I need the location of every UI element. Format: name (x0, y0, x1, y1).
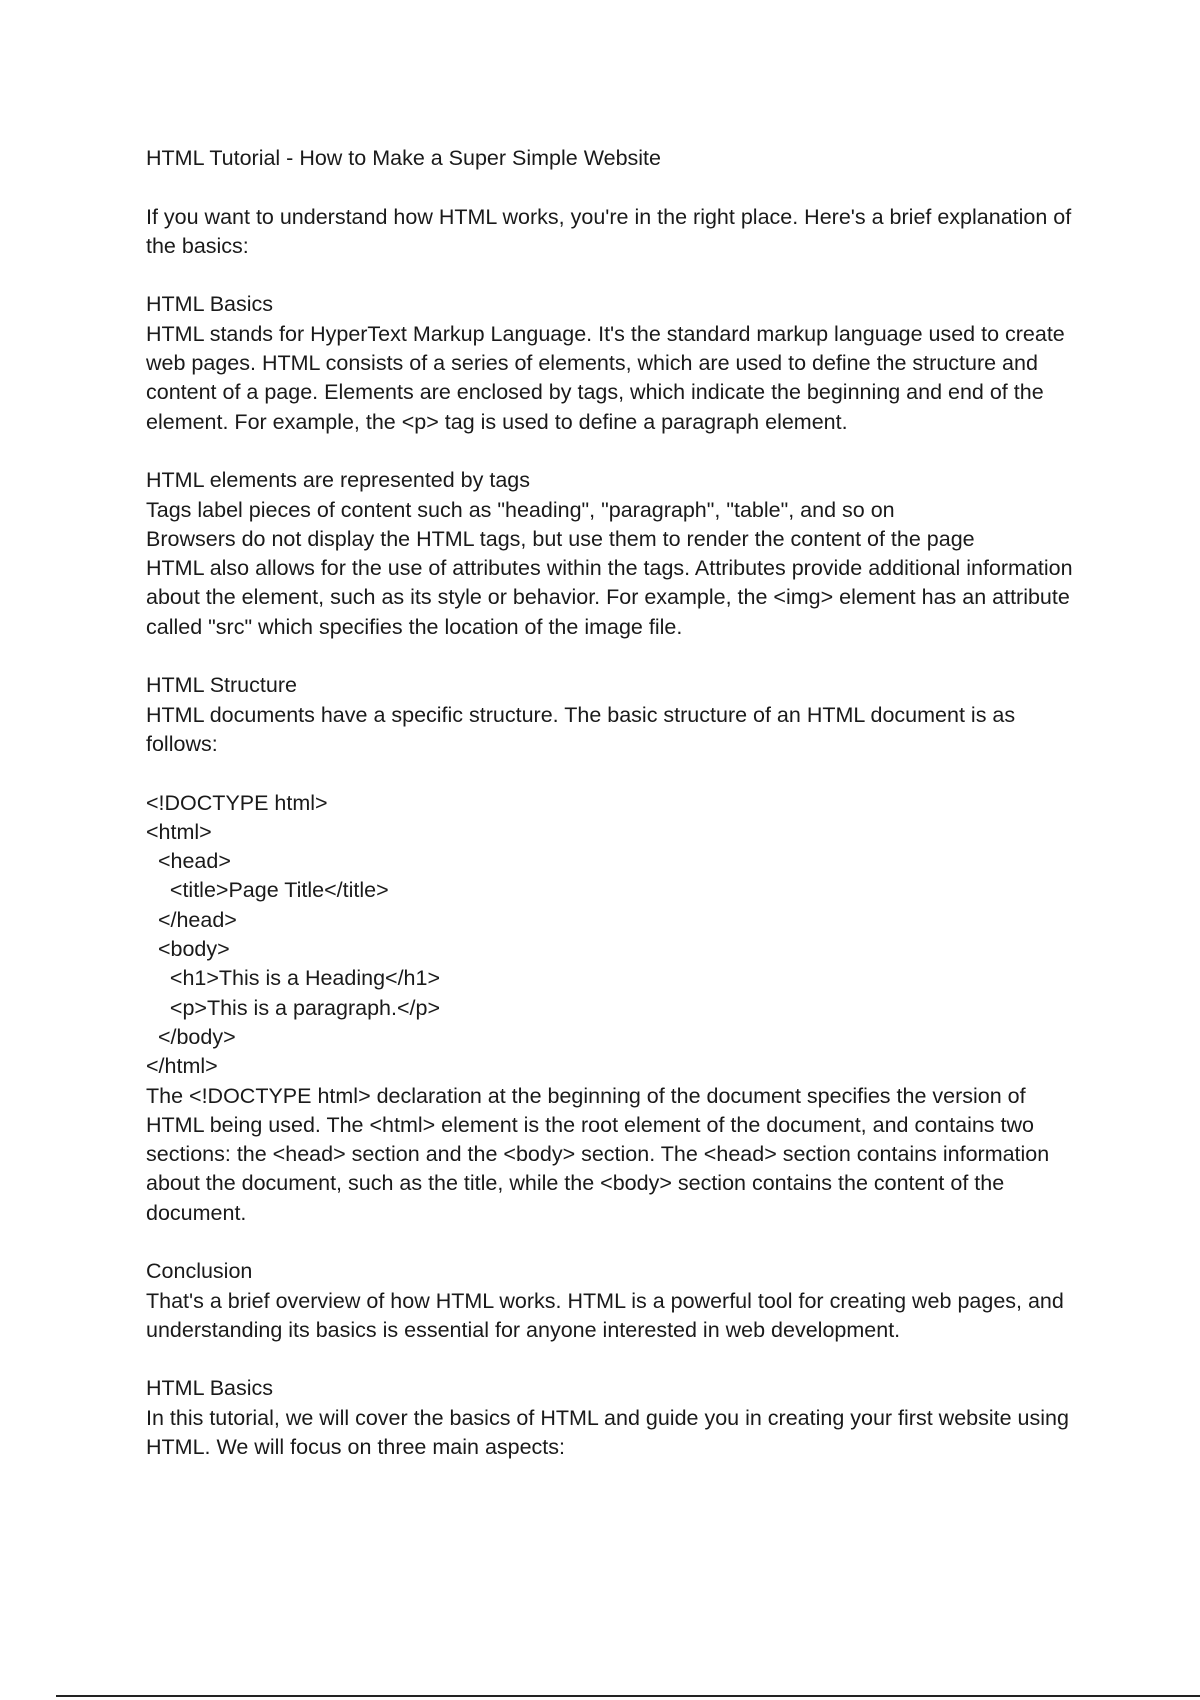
code-line: <!DOCTYPE html> (146, 790, 328, 815)
document-body (146, 144, 1076, 1462)
code-block (146, 789, 1076, 1082)
spacer (146, 759, 1076, 788)
spacer (146, 437, 1076, 466)
section-heading-basics: HTML Basics (146, 292, 274, 317)
document-title: HTML Tutorial - How to Make a Super Simple Website (146, 146, 661, 170)
structure-paragraph: HTML documents have a specific structure. The basic structure of an HTML document is as follows: (146, 702, 1016, 756)
tags-line-1: Tags label pieces of content such as "heading", "paragraph", "table", and so on (146, 497, 895, 522)
page-bottom-rule (56, 1695, 1200, 1697)
code-line: <title>Page Title</title> (146, 878, 389, 903)
code-line: <html> (146, 819, 212, 844)
attributes-paragraph: HTML also allows for the use of attributes within the tags. Attributes provide additional information about the element, such as its style or behavior. For example, the <img> element has an attribute called "src" which specifies the location of the image file. (146, 556, 1073, 639)
code-line: <h1>This is a Heading</h1> (146, 966, 441, 991)
spacer (146, 1228, 1076, 1257)
spacer (146, 642, 1076, 671)
intro-paragraph: If you want to understand how HTML works, you're in the right place. Here's a brief explanation of the basics: (146, 204, 1072, 258)
conclusion-paragraph: That's a brief overview of how HTML works. HTML is a powerful tool for creating web pages, and understanding its basics is essential for anyone interested in web development. (146, 1288, 1064, 1342)
code-line: <head> (146, 849, 231, 874)
spacer (146, 1345, 1076, 1374)
section-heading-conclusion: Conclusion (146, 1259, 253, 1284)
basics-paragraph: HTML stands for HyperText Markup Language. It's the standard markup language used to create web pages. HTML consists of a series of elements, which are used to define the structure and content of a page. Elements are enclosed by tags, which indicate the beginning and end of the element. For example, the <p> tag is used to define a paragraph element. (146, 321, 1065, 434)
code-line: </head> (146, 907, 237, 932)
code-line: <body> (146, 937, 230, 962)
code-line: </html> (146, 1054, 218, 1079)
section-heading-basics-2: HTML Basics (146, 1376, 274, 1401)
spacer (146, 173, 1076, 202)
tags-line-2: Browsers do not display the HTML tags, but use them to render the content of the page (146, 526, 975, 551)
code-line: </body> (146, 1024, 236, 1049)
basics-2-paragraph: In this tutorial, we will cover the basics of HTML and guide you in creating your first website using HTML. We will focus on three main aspects: (146, 1405, 1069, 1460)
structure-explanation: The <!DOCTYPE html> declaration at the beginning of the document specifies the version of HTML being used. The <html> element is the root element of the document, and contains two sections: the <head> section and the <body> section. The <head> section contains information about the document, such as the title, while the <body> section contains the content of the document. (146, 1083, 1050, 1225)
code-line: <p>This is a paragraph.</p> (146, 995, 441, 1020)
section-heading-structure: HTML Structure (146, 673, 297, 698)
spacer (146, 261, 1076, 290)
section-heading-tags: HTML elements are represented by tags (146, 468, 530, 493)
